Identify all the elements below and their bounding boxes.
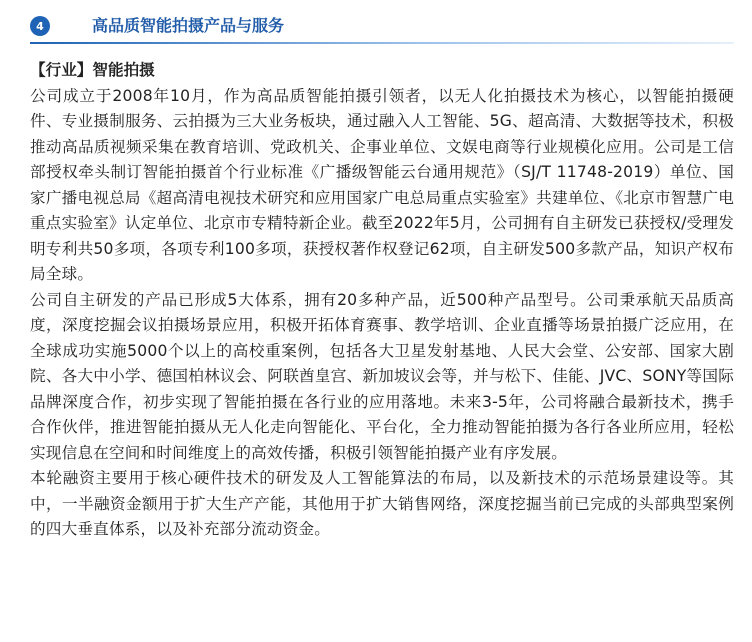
industry-heading: 【行业】智能拍摄 bbox=[30, 61, 155, 79]
section-header bbox=[30, 16, 730, 46]
paragraph-company-intro: 公司成立于2008年10月，作为高品质智能拍摄引领者，以无人化拍摄技术为核心，以智能拍摄硬件、专业摄制服务、云拍摄为三大业务板块，通过融入人工智能、5G、超高清、大数据等技术，积极推动高品质视频采集在教育培训、党政机关、企事业单位、文娱电商等行业规模化应用。公司是工信部授权牵头制订智能拍摄首个行业标准《广播级智能云台通用规范》（SJ/T 11748-2019）单位、国家广播电视总局《超高清电视技术研究和应用国家广电总局重点实验室》共建单位、《北京市智慧广电重点实验室》认定单位、北京市专精特新企业。截至2022年5月，公司拥有自主研发已获授权/受理发明专利共50多项，各项专利100多项，获授权著作权登记62项，自主研发500多款产品，知识产权布局全球。 bbox=[30, 86, 734, 283]
paragraph-financing: 本轮融资主要用于核心硬件技术的研发及人工智能算法的布局，以及新技术的示范场景建设等。其中，一半融资金额用于扩大生产产能，其他用于扩大销售网络，深度挖掘当前已完成的头部典型案例的四大垂直体系，以及补充部分流动资金。 bbox=[30, 469, 734, 538]
section-header-title: 高品质智能拍摄产品与服务 bbox=[92, 16, 285, 35]
section-number-badge: 4 bbox=[30, 16, 50, 36]
article-body bbox=[30, 58, 734, 543]
header-divider bbox=[30, 42, 734, 44]
paragraph-products: 公司自主研发的产品已形成5大体系，拥有20多种产品，近500种产品型号。公司秉承航天品质高度，深度挖掘会议拍摄场景应用，积极开拓体育赛事、教学培训、企业直播等场景拍摄广泛应用，在全球成功实施5000个以上的高校重案例，包括各大卫星发射基地、人民大会堂、公安部、国家大剧院、各大中小学、德国柏林议会、阿联酋皇宫、新加坡议会等，并与松下、佳能、JVC、SONY等国际品牌深度合作，初步实现了智能拍摄在各行业的应用落地。未来3-5年，公司将融合最新技术，携手合作伙伴，推进智能拍摄从无人化走向智能化、平台化，全力推动智能拍摄为各行各业所应用，轻松实现信息在空间和时间维度上的高效传播，积极引领智能拍摄产业有序发展。 bbox=[30, 290, 734, 462]
